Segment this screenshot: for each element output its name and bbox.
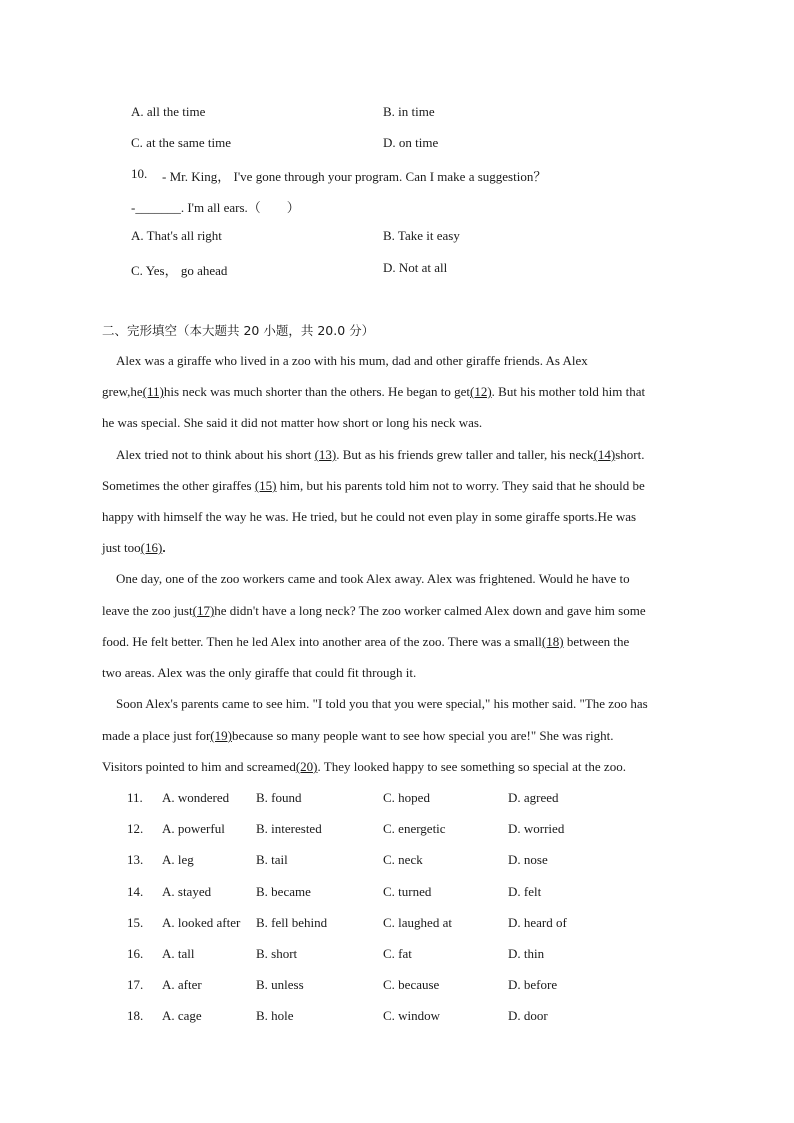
passage-line: two areas. Alex was the only giraffe that could fit through it. <box>102 665 417 680</box>
option-a: A. stayed <box>162 884 212 899</box>
option-d: D. heard of <box>508 915 567 930</box>
option-a: A. wondered <box>162 790 230 805</box>
q10-option-c: C. Yes， go ahead <box>131 263 228 278</box>
passage-text: Sometimes the other giraffes <box>102 478 255 493</box>
passage-line <box>102 759 626 775</box>
passage-text: . But his mother told him that <box>491 384 646 399</box>
q9-option-a: A. all the time <box>131 104 206 119</box>
question-row <box>0 790 794 810</box>
blank-16: (16) <box>140 540 163 555</box>
passage-text: Alex tried not to think about his short <box>116 447 315 462</box>
question-number: 16. <box>127 946 144 961</box>
passage-text: Visitors pointed to him and screamed <box>102 759 296 774</box>
option-d: D. felt <box>508 884 542 899</box>
q10-option-d: D. Not at all <box>383 260 448 275</box>
q10-response-text: . I'm all ears.（ ） <box>180 200 300 215</box>
blank-17: (17) <box>192 603 215 618</box>
q9-option-d: D. on time <box>383 135 439 150</box>
blank-14: (14) <box>593 447 616 462</box>
q9-option-b: B. in time <box>383 104 435 119</box>
passage-text: short. <box>615 447 645 462</box>
option-d: D. worried <box>508 821 565 836</box>
passage-line <box>102 478 645 494</box>
passage-line <box>116 447 644 463</box>
passage-text: made a place just for <box>102 728 211 743</box>
option-c: C. laughed at <box>383 915 452 930</box>
passage-line <box>102 603 646 619</box>
passage-text: him, but his parents told him not to worry. They said that he should be <box>276 478 645 493</box>
option-b: B. short <box>256 946 298 961</box>
option-a: A. powerful <box>162 821 225 836</box>
option-c: C. hoped <box>383 790 430 805</box>
question-number: 15. <box>127 915 144 930</box>
question-number: 14. <box>127 884 144 899</box>
q10-response-dash: - <box>131 200 136 215</box>
passage-text: grew,he <box>102 384 143 399</box>
passage-line: Soon Alex's parents came to see him. "I told you that you were special," his mother said. "The zoo has <box>116 696 648 711</box>
passage-line: Alex was a giraffe who lived in a zoo with his mum, dad and other giraffe friends. As Alex <box>116 353 588 368</box>
option-b: B. unless <box>256 977 304 992</box>
question-row <box>0 1008 794 1028</box>
q10-prompt: - Mr. King， I've gone through your program. Can I make a suggestion？ <box>162 169 547 184</box>
option-b: B. fell behind <box>256 915 328 930</box>
question-row <box>0 915 794 935</box>
q10-option-b: B. Take it easy <box>383 228 460 243</box>
option-b: B. interested <box>256 821 322 836</box>
q10-response-blank: _______ <box>135 200 181 215</box>
passage-text: leave the zoo just <box>102 603 193 618</box>
q10-option-a: A. That's all right <box>131 228 222 243</box>
question-row <box>0 977 794 997</box>
option-a: A. tall <box>162 946 195 961</box>
option-d: D. thin <box>508 946 545 961</box>
option-b: B. found <box>256 790 302 805</box>
passage-text: his neck was much shorter than the others. He began to get <box>163 384 470 399</box>
passage-text: between the <box>563 634 630 649</box>
passage-text: food. He felt better. Then he led Alex into another area of the zoo. There was a small <box>102 634 542 649</box>
passage-text: . But as his friends grew taller and taller, his neck <box>336 447 594 462</box>
option-c: C. neck <box>383 852 423 867</box>
question-row <box>0 852 794 872</box>
passage-text: because so many people want to see how special you are!" She was right. <box>231 728 614 743</box>
option-b: B. became <box>256 884 311 899</box>
passage-text: he didn't have a long neck? The zoo worker calmed Alex down and gave him some <box>214 603 646 618</box>
q10-number: 10. <box>131 166 148 181</box>
option-d: D. agreed <box>508 790 559 805</box>
passage-text: . They looked happy to see something so special at the zoo. <box>317 759 626 774</box>
option-c: C. energetic <box>383 821 446 836</box>
option-a: A. looked after <box>162 915 241 930</box>
passage-line: he was special. She said it did not matter how short or long his neck was. <box>102 415 483 430</box>
option-b: B. tail <box>256 852 288 867</box>
passage-line <box>102 540 166 556</box>
passage-line: happy with himself the way he was. He tried, but he could not even play in some giraffe sports.He was <box>102 509 637 524</box>
question-number: 11. <box>127 790 143 805</box>
blank-20: (20) <box>295 759 318 774</box>
passage-line <box>102 728 613 744</box>
option-c: C. fat <box>383 946 412 961</box>
q9-option-c: C. at the same time <box>131 135 232 150</box>
blank-19: (19) <box>210 728 232 743</box>
passage-line <box>102 634 629 650</box>
passage-text: just too <box>102 540 141 555</box>
question-row <box>0 884 794 904</box>
option-c: C. because <box>383 977 440 992</box>
q10-response <box>131 197 300 216</box>
option-a: A. leg <box>162 852 194 867</box>
passage-line <box>102 384 645 400</box>
passage-line: One day, one of the zoo workers came and took Alex away. Alex was frightened. Would he have to <box>116 571 630 586</box>
option-a: A. cage <box>162 1008 202 1023</box>
passage-text: . <box>162 540 166 555</box>
option-d: D. door <box>508 1008 548 1023</box>
option-b: B. hole <box>256 1008 294 1023</box>
blank-11: (11) <box>142 384 164 399</box>
question-number: 17. <box>127 977 144 992</box>
option-c: C. window <box>383 1008 441 1023</box>
option-a: A. after <box>162 977 202 992</box>
question-row <box>0 821 794 841</box>
blank-12: (12) <box>470 384 492 399</box>
question-number: 13. <box>127 852 144 867</box>
blank-13: (13) <box>314 447 337 462</box>
option-c: C. turned <box>383 884 432 899</box>
blank-15: (15) <box>254 478 277 493</box>
section-title: 二、完形填空（本大题共 20 小题，共 20.0 分） <box>102 323 375 338</box>
option-d: D. nose <box>508 852 548 867</box>
question-number: 18. <box>127 1008 144 1023</box>
blank-18: (18) <box>541 634 564 649</box>
option-d: D. before <box>508 977 558 992</box>
question-number: 12. <box>127 821 144 836</box>
question-row <box>0 946 794 966</box>
